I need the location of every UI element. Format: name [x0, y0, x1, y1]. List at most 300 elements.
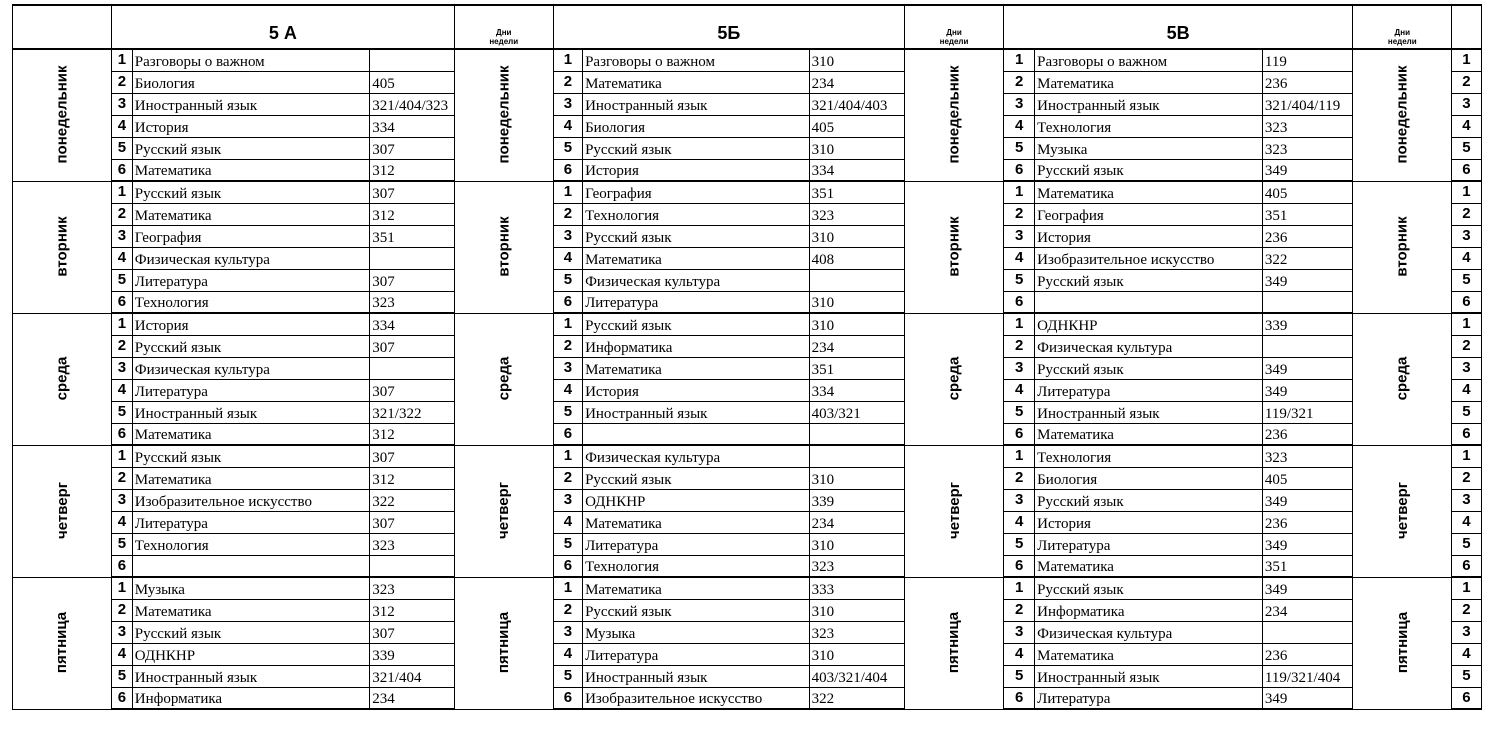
- room-cell: 312: [370, 599, 454, 621]
- room-cell: 405: [370, 71, 454, 93]
- room-cell: 236: [1262, 423, 1352, 445]
- day-label-text: вторник: [945, 216, 963, 277]
- room-cell: 307: [370, 621, 454, 643]
- lesson-number: 2: [1004, 467, 1035, 489]
- lesson-number: 5: [112, 401, 133, 423]
- table-row: [13, 93, 1500, 115]
- lesson-number: 3: [1004, 621, 1035, 643]
- room-cell: 323: [809, 621, 904, 643]
- room-cell: 349: [1262, 357, 1352, 379]
- room-cell: [370, 247, 454, 269]
- day-label-text: пятница: [495, 611, 513, 674]
- day-label: [454, 445, 553, 577]
- room-cell: 307: [370, 379, 454, 401]
- lesson-number: 2: [553, 71, 582, 93]
- room-cell: 310: [809, 599, 904, 621]
- table-row: [13, 225, 1500, 247]
- lesson-number: 2: [1452, 335, 1481, 357]
- subject-cell: Математика: [132, 203, 370, 225]
- room-cell: 349: [1262, 379, 1352, 401]
- room-cell: 334: [370, 115, 454, 137]
- lesson-number: 3: [1452, 225, 1481, 247]
- subject-cell: Литература: [1035, 379, 1263, 401]
- day-label: [905, 181, 1004, 313]
- lesson-number: 1: [1452, 49, 1481, 71]
- room-cell: [370, 555, 454, 577]
- lesson-number: 5: [1452, 137, 1481, 159]
- subject-cell: Литература: [1035, 687, 1263, 709]
- lesson-number: 3: [553, 621, 582, 643]
- subject-cell: Русский язык: [583, 313, 810, 335]
- lesson-number: 3: [1004, 93, 1035, 115]
- lesson-number: 4: [1452, 115, 1481, 137]
- lesson-number: 2: [1004, 71, 1035, 93]
- lesson-number: 5: [1452, 533, 1481, 555]
- room-cell: 234: [809, 511, 904, 533]
- lesson-number: 4: [553, 643, 582, 665]
- day-label: [905, 313, 1004, 445]
- subject-cell: Математика: [132, 599, 370, 621]
- lesson-number: 1: [1004, 313, 1035, 335]
- room-cell: 307: [370, 137, 454, 159]
- lesson-number: 2: [1452, 203, 1481, 225]
- table-row: [13, 621, 1500, 643]
- lesson-number: 5: [112, 533, 133, 555]
- lesson-number: 4: [1452, 247, 1481, 269]
- day-label: [454, 49, 553, 181]
- lesson-number: 3: [1452, 621, 1481, 643]
- subject-cell: Иностранный язык: [132, 665, 370, 687]
- day-label: [1353, 577, 1452, 709]
- day-label: [905, 49, 1004, 181]
- room-cell: [1262, 621, 1352, 643]
- room-cell: 321/322: [370, 401, 454, 423]
- day-label-text: понедельник: [1393, 65, 1411, 164]
- lesson-number: 3: [1452, 93, 1481, 115]
- room-cell: 234: [809, 71, 904, 93]
- room-cell: [370, 49, 454, 71]
- lesson-number: 6: [112, 687, 133, 709]
- room-cell: 119/321/404: [1262, 665, 1352, 687]
- subject-cell: ОДНКНР: [1035, 313, 1263, 335]
- lesson-number: 4: [1004, 379, 1035, 401]
- lesson-number: 2: [1004, 203, 1035, 225]
- lesson-number: 2: [553, 335, 582, 357]
- lesson-number: 6: [1004, 423, 1035, 445]
- table-row: [13, 49, 1500, 71]
- room-cell: 234: [370, 687, 454, 709]
- day-label: [13, 313, 112, 445]
- lesson-number: 4: [1004, 115, 1035, 137]
- lesson-number: 2: [112, 599, 133, 621]
- lesson-number: 5: [1004, 533, 1035, 555]
- day-label: [13, 181, 112, 313]
- lesson-number: 5: [1452, 269, 1481, 291]
- subject-cell: Физическая культура: [583, 269, 810, 291]
- table-row: [13, 643, 1500, 665]
- day-label: [454, 577, 553, 709]
- day-label: [1353, 313, 1452, 445]
- class-header: 5В: [1004, 5, 1353, 49]
- subject-cell: Математика: [1035, 555, 1263, 577]
- lesson-number: 1: [1452, 181, 1481, 203]
- lesson-number: 4: [1004, 511, 1035, 533]
- subject-cell: Русский язык: [1035, 159, 1263, 181]
- lesson-number: 1: [553, 181, 582, 203]
- room-cell: 323: [1262, 445, 1352, 467]
- subject-cell: Физическая культура: [132, 247, 370, 269]
- subject-cell: Литература: [132, 511, 370, 533]
- room-cell: [809, 269, 904, 291]
- day-label: [13, 49, 112, 181]
- subject-cell: Иностранный язык: [1035, 665, 1263, 687]
- lesson-number: 2: [1004, 335, 1035, 357]
- table-row: [13, 511, 1500, 533]
- lesson-number: 6: [553, 423, 582, 445]
- lesson-number: 5: [1004, 665, 1035, 687]
- room-cell: 312: [370, 423, 454, 445]
- day-label-text: четверг: [1393, 482, 1411, 539]
- day-label-text: среда: [53, 356, 71, 401]
- lesson-number: 6: [1452, 555, 1481, 577]
- subject-cell: Биология: [132, 71, 370, 93]
- subject-cell: Физическая культура: [583, 445, 810, 467]
- room-cell: [370, 357, 454, 379]
- class-header: 5 А: [112, 5, 455, 49]
- day-label-text: понедельник: [945, 65, 963, 164]
- day-label-text: пятница: [53, 611, 71, 674]
- lesson-number: 4: [112, 115, 133, 137]
- room-cell: 236: [1262, 511, 1352, 533]
- subject-cell: Физическая культура: [1035, 335, 1263, 357]
- subject-cell: Русский язык: [132, 137, 370, 159]
- day-label: [905, 577, 1004, 709]
- subject-cell: [132, 555, 370, 577]
- room-cell: 408: [809, 247, 904, 269]
- room-cell: 323: [1262, 115, 1352, 137]
- lesson-number: 1: [112, 49, 133, 71]
- subject-cell: География: [583, 181, 810, 203]
- lesson-number: 5: [1004, 401, 1035, 423]
- room-cell: 310: [809, 467, 904, 489]
- subject-cell: Математика: [583, 247, 810, 269]
- day-label: [454, 181, 553, 313]
- day-label-text: вторник: [495, 216, 513, 277]
- room-cell: 351: [809, 357, 904, 379]
- subject-cell: География: [132, 225, 370, 247]
- lesson-number: 3: [1004, 357, 1035, 379]
- room-cell: 312: [370, 203, 454, 225]
- subject-cell: Русский язык: [1035, 269, 1263, 291]
- lesson-number: 4: [553, 115, 582, 137]
- lesson-number: 3: [553, 489, 582, 511]
- day-label-text: пятница: [1393, 611, 1411, 674]
- room-cell: 322: [1262, 247, 1352, 269]
- lesson-number: 1: [553, 313, 582, 335]
- room-cell: 322: [809, 687, 904, 709]
- lesson-number: 1: [1004, 577, 1035, 599]
- lesson-number: 6: [553, 159, 582, 181]
- lesson-number: 6: [112, 555, 133, 577]
- lesson-number: 5: [553, 665, 582, 687]
- subject-cell: Разговоры о важном: [583, 49, 810, 71]
- room-cell: 312: [370, 467, 454, 489]
- day-label: [454, 313, 553, 445]
- subject-cell: Русский язык: [132, 621, 370, 643]
- day-label-text: понедельник: [495, 65, 513, 164]
- room-cell: 307: [370, 335, 454, 357]
- lesson-number: 3: [112, 225, 133, 247]
- subject-cell: Биология: [583, 115, 810, 137]
- day-label-text: среда: [1393, 356, 1411, 401]
- subject-cell: История: [1035, 511, 1263, 533]
- lesson-number: 3: [112, 489, 133, 511]
- lesson-number: 2: [1004, 599, 1035, 621]
- lesson-number: 4: [553, 511, 582, 533]
- subject-cell: Иностранный язык: [132, 401, 370, 423]
- day-label-text: вторник: [1393, 216, 1411, 277]
- room-cell: 349: [1262, 577, 1352, 599]
- table-row: [13, 247, 1500, 269]
- room-cell: 405: [809, 115, 904, 137]
- lesson-number: 4: [1004, 643, 1035, 665]
- lesson-number: 6: [112, 291, 133, 313]
- lesson-number: 5: [112, 269, 133, 291]
- room-cell: 310: [809, 313, 904, 335]
- lesson-number: 3: [553, 225, 582, 247]
- day-label-text: среда: [495, 356, 513, 401]
- room-cell: 321/404: [370, 665, 454, 687]
- room-cell: 310: [809, 49, 904, 71]
- subject-cell: История: [1035, 225, 1263, 247]
- subject-cell: История: [583, 159, 810, 181]
- subject-cell: Математика: [583, 511, 810, 533]
- room-cell: 321/404/403: [809, 93, 904, 115]
- room-cell: 405: [1262, 181, 1352, 203]
- lesson-number: 3: [1452, 357, 1481, 379]
- subject-cell: Литература: [583, 291, 810, 313]
- table-row: [13, 489, 1500, 511]
- lesson-number: 3: [553, 357, 582, 379]
- room-cell: 339: [370, 643, 454, 665]
- subject-cell: Информатика: [583, 335, 810, 357]
- day-label-text: четверг: [945, 482, 963, 539]
- subject-cell: ОДНКНР: [583, 489, 810, 511]
- room-cell: [1262, 291, 1352, 313]
- room-cell: 310: [809, 533, 904, 555]
- subject-cell: Математика: [132, 467, 370, 489]
- lesson-number: 4: [112, 247, 133, 269]
- room-cell: 234: [1262, 599, 1352, 621]
- subject-cell: Математика: [1035, 643, 1263, 665]
- lesson-number: 6: [553, 687, 582, 709]
- room-cell: 312: [370, 159, 454, 181]
- subject-cell: Русский язык: [583, 225, 810, 247]
- lesson-number: 6: [1452, 291, 1481, 313]
- lesson-number: 4: [112, 511, 133, 533]
- lesson-number: 3: [553, 93, 582, 115]
- room-cell: 323: [370, 533, 454, 555]
- day-label-text: четверг: [495, 482, 513, 539]
- lesson-number: 2: [112, 71, 133, 93]
- room-cell: 351: [1262, 203, 1352, 225]
- lesson-number: 5: [553, 401, 582, 423]
- days-of-week-label: Дни недели: [905, 5, 1004, 49]
- room-cell: 310: [809, 643, 904, 665]
- lesson-number: 5: [1004, 137, 1035, 159]
- day-label: [13, 577, 112, 709]
- subject-cell: Физическая культура: [1035, 621, 1263, 643]
- table-row: [13, 555, 1500, 577]
- day-label: [1353, 181, 1452, 313]
- subject-cell: Математика: [132, 159, 370, 181]
- room-cell: 339: [809, 489, 904, 511]
- table-row: [13, 71, 1500, 93]
- lesson-number: 6: [1452, 423, 1481, 445]
- day-label: [905, 445, 1004, 577]
- lesson-number: 1: [553, 49, 582, 71]
- table-row: [13, 665, 1500, 687]
- table-row: [13, 577, 1500, 599]
- room-cell: 351: [370, 225, 454, 247]
- room-cell: 349: [1262, 687, 1352, 709]
- room-cell: 323: [809, 555, 904, 577]
- room-cell: 351: [809, 181, 904, 203]
- lesson-number: 6: [553, 555, 582, 577]
- table-row: [13, 533, 1500, 555]
- lesson-number: 2: [1452, 467, 1481, 489]
- day-label-text: вторник: [53, 216, 71, 277]
- lesson-number: 1: [553, 577, 582, 599]
- subject-cell: Литература: [132, 269, 370, 291]
- days-of-week-label: Дни недели: [1353, 5, 1452, 49]
- subject-cell: [583, 423, 810, 445]
- lesson-number: 5: [112, 665, 133, 687]
- lesson-number: 6: [112, 423, 133, 445]
- subject-cell: Математика: [583, 71, 810, 93]
- subject-cell: Математика: [1035, 423, 1263, 445]
- subject-cell: Русский язык: [132, 181, 370, 203]
- subject-cell: Русский язык: [583, 467, 810, 489]
- schedule-table: [12, 4, 1500, 710]
- day-label-text: четверг: [53, 482, 71, 539]
- lesson-number: 1: [1452, 577, 1481, 599]
- lesson-number: 4: [112, 643, 133, 665]
- room-cell: 334: [809, 379, 904, 401]
- lesson-number: 4: [1004, 247, 1035, 269]
- subject-cell: Музыка: [1035, 137, 1263, 159]
- lesson-number: 5: [1452, 665, 1481, 687]
- table-row: [13, 357, 1500, 379]
- subject-cell: Иностранный язык: [1035, 401, 1263, 423]
- room-cell: [809, 445, 904, 467]
- corner-cell: [13, 5, 112, 49]
- room-cell: 339: [1262, 313, 1352, 335]
- room-cell: 310: [809, 137, 904, 159]
- subject-cell: Информатика: [1035, 599, 1263, 621]
- lesson-number: 1: [1452, 313, 1481, 335]
- subject-cell: Иностранный язык: [1035, 93, 1263, 115]
- subject-cell: Литература: [1035, 533, 1263, 555]
- table-row: [13, 467, 1500, 489]
- subject-cell: Русский язык: [583, 137, 810, 159]
- subject-cell: Русский язык: [1035, 357, 1263, 379]
- lesson-number: 2: [1452, 599, 1481, 621]
- room-cell: 323: [809, 203, 904, 225]
- table-row: [13, 313, 1500, 335]
- table-row: [13, 203, 1500, 225]
- lesson-number: 6: [1004, 687, 1035, 709]
- lesson-number: 2: [112, 467, 133, 489]
- lesson-number: 1: [112, 445, 133, 467]
- subject-cell: Русский язык: [132, 445, 370, 467]
- table-row: [13, 379, 1500, 401]
- subject-cell: Иностранный язык: [583, 93, 810, 115]
- room-cell: 307: [370, 181, 454, 203]
- lesson-number: 4: [553, 247, 582, 269]
- lesson-number: 1: [112, 181, 133, 203]
- table-row: [13, 599, 1500, 621]
- room-cell: 349: [1262, 159, 1352, 181]
- subject-cell: История: [583, 379, 810, 401]
- subject-cell: Русский язык: [583, 599, 810, 621]
- lesson-number: 5: [1452, 401, 1481, 423]
- room-cell: 403/321: [809, 401, 904, 423]
- subject-cell: Технология: [132, 533, 370, 555]
- room-cell: 349: [1262, 269, 1352, 291]
- table-row: [13, 115, 1500, 137]
- lesson-number: 4: [1452, 379, 1481, 401]
- lesson-number: 6: [1452, 159, 1481, 181]
- room-cell: 403/321/404: [809, 665, 904, 687]
- subject-cell: Математика: [583, 577, 810, 599]
- subject-cell: Информатика: [132, 687, 370, 709]
- lesson-number: 3: [1452, 489, 1481, 511]
- lesson-number: 4: [1452, 511, 1481, 533]
- lesson-number: 1: [1004, 181, 1035, 203]
- subject-cell: Технология: [583, 555, 810, 577]
- subject-cell: Изобразительное искусство: [583, 687, 810, 709]
- room-cell: 307: [370, 269, 454, 291]
- subject-cell: Изобразительное искусство: [132, 489, 370, 511]
- lesson-number: 4: [1452, 643, 1481, 665]
- lesson-number: 5: [553, 533, 582, 555]
- lesson-number: 6: [1452, 687, 1481, 709]
- lesson-number: 6: [1004, 159, 1035, 181]
- room-cell: 334: [809, 159, 904, 181]
- room-cell: 323: [1262, 137, 1352, 159]
- subject-cell: Литература: [583, 643, 810, 665]
- lesson-number: 4: [112, 379, 133, 401]
- room-cell: 236: [1262, 643, 1352, 665]
- subject-cell: Технология: [1035, 115, 1263, 137]
- lesson-number: 6: [112, 159, 133, 181]
- subject-cell: Русский язык: [132, 335, 370, 357]
- lesson-number: 1: [112, 313, 133, 335]
- room-cell: [809, 423, 904, 445]
- room-cell: 307: [370, 511, 454, 533]
- lesson-number: 5: [1004, 269, 1035, 291]
- lesson-number: 2: [112, 203, 133, 225]
- subject-cell: Иностранный язык: [583, 401, 810, 423]
- table-row: [13, 291, 1500, 313]
- lesson-number: 2: [553, 203, 582, 225]
- subject-cell: Иностранный язык: [583, 665, 810, 687]
- lesson-number: 2: [1452, 71, 1481, 93]
- subject-cell: [1035, 291, 1263, 313]
- days-of-week-label: Дни недели: [454, 5, 553, 49]
- subject-cell: Математика: [132, 423, 370, 445]
